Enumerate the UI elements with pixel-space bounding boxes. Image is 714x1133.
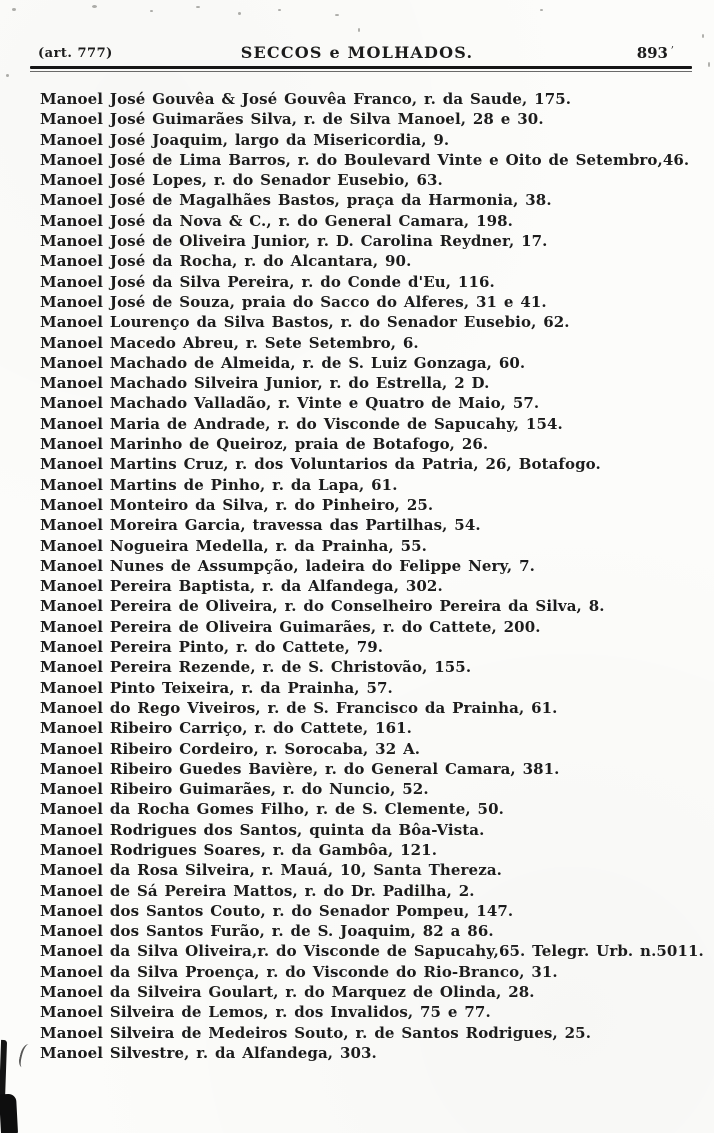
directory-entry: Manoel Pereira de Oliveira Guimarães, r. do Cattete, 200. <box>40 617 541 636</box>
directory-entry: Manoel Monteiro da Silva, r. do Pinheiro, 25. <box>40 495 434 514</box>
directory-entry: Manoel Pinto Teixeira, r. da Prainha, 57. <box>40 678 393 697</box>
directory-entry: Manoel Machado de Almeida, r. de S. Luiz Gonzaga, 60. <box>40 353 526 372</box>
directory-entry: Manoel José de Magalhães Bastos, praça da Harmonia, 38. <box>40 191 552 210</box>
scan-speck <box>196 6 200 8</box>
scan-speck <box>335 14 339 16</box>
scan-speck <box>702 34 704 38</box>
directory-entry: Manoel José Lopes, r. do Senador Eusebio, 63. <box>40 171 443 190</box>
directory-entry: Manoel Pereira Rezende, r. de S. Christovão, 155. <box>40 658 472 677</box>
directory-entry: Manoel Martins de Pinho, r. da Lapa, 61. <box>40 475 398 494</box>
directory-entry: Manoel José Guimarães Silva, r. de Silva Manoel, 28 e 30. <box>40 110 544 129</box>
directory-entry: Manoel José da Nova & C., r. do General Camara, 198. <box>40 211 513 230</box>
directory-entry: Manoel da Rocha Gomes Filho, r. de S. Clemente, 50. <box>40 800 504 819</box>
directory-entry: Manoel José de Lima Barros, r. do Boulevard Vinte e Oito de Setembro,46. <box>40 150 690 169</box>
directory-entry: Manoel Martins Cruz, r. dos Voluntarios da Patria, 26, Botafogo. <box>40 455 601 474</box>
directory-entry: Manoel da Rosa Silveira, r. Mauá, 10, Santa Thereza. <box>40 861 502 880</box>
directory-entry: Manoel Silvestre, r. da Alfandega, 303. <box>40 1043 377 1062</box>
scan-artifact-curl <box>17 1043 34 1069</box>
directory-entry: Manoel Pereira Pinto, r. do Cattete, 79. <box>40 638 384 657</box>
directory-list <box>40 89 704 1063</box>
header-rule-thin <box>30 71 692 72</box>
directory-entry: Manoel Marinho de Queiroz, praia de Botafogo, 26. <box>40 435 489 454</box>
directory-entry: Manoel Moreira Garcia, travessa das Partilhas, 54. <box>40 516 481 535</box>
scan-speck <box>358 28 360 32</box>
directory-entry: Manoel José da Silva Pereira, r. do Conde d'Eu, 116. <box>40 272 495 291</box>
directory-entry: Manoel Rodrigues dos Santos, quinta da Bôa-Vista. <box>40 820 485 839</box>
directory-entry: Manoel José da Rocha, r. do Alcantara, 90. <box>40 252 412 271</box>
scan-speck <box>278 9 281 11</box>
scan-artifact-blotch <box>0 1040 7 1102</box>
directory-entry: Manoel Machado Silveira Junior, r. do Estrella, 2 D. <box>40 374 490 393</box>
scan-speck <box>6 74 9 77</box>
directory-entry: Manoel da Silva Proença, r. do Visconde do Rio-Branco, 31. <box>40 962 558 981</box>
scan-speck <box>238 12 241 15</box>
page-title: SECCOS e MOLHADOS. <box>240 43 474 62</box>
scan-speck <box>708 62 710 67</box>
directory-entry: Manoel Silveira de Lemos, r. dos Invalidos, 75 e 77. <box>40 1003 491 1022</box>
directory-entry: Manoel Pereira de Oliveira, r. do Conselheiro Pereira da Silva, 8. <box>40 597 605 616</box>
scan-speck <box>540 9 543 11</box>
scan-artifact-blotch <box>0 1094 18 1133</box>
page-number: 893 <box>636 44 668 62</box>
directory-entry: Manoel Ribeiro Guimarães, r. do Nuncio, 52. <box>40 780 429 799</box>
directory-entry: Manoel do Rego Viveiros, r. de S. Francisco da Prainha, 61. <box>40 698 558 717</box>
scan-speck <box>150 10 153 12</box>
directory-entry: Manoel José de Souza, praia do Sacco do Alferes, 31 e 41. <box>40 292 547 311</box>
scan-speck <box>12 8 16 11</box>
directory-entry: Manoel Nogueira Medella, r. da Prainha, 55. <box>40 536 428 555</box>
directory-entry: Manoel Ribeiro Carriço, r. do Cattete, 161. <box>40 719 412 738</box>
directory-entry: Manoel Ribeiro Guedes Bavière, r. do General Camara, 381. <box>40 759 560 778</box>
directory-entry: Manoel Maria de Andrade, r. do Visconde de Sapucahy, 154. <box>40 414 563 433</box>
directory-entry: Manoel Rodrigues Soares, r. da Gambôa, 121. <box>40 840 438 859</box>
scan-speck <box>92 5 97 8</box>
directory-entry: Manoel José Gouvêa & José Gouvêa Franco, r. da Saude, 175. <box>40 90 572 108</box>
directory-entry: Manoel Macedo Abreu, r. Sete Setembro, 6. <box>40 333 419 352</box>
directory-entry: Manoel da Silveira Goulart, r. do Marquez de Olinda, 28. <box>40 983 535 1002</box>
directory-entry: Manoel José Joaquim, largo da Misericordia, 9. <box>40 130 450 149</box>
directory-entry: Manoel Ribeiro Cordeiro, r. Sorocaba, 32 A. <box>40 739 421 758</box>
article-reference: (art. 777) <box>38 46 113 61</box>
directory-entry: Manoel Pereira Baptista, r. da Alfandega, 302. <box>40 577 443 596</box>
directory-entry: Manoel Machado Valladão, r. Vinte e Quatro de Maio, 57. <box>40 394 540 413</box>
directory-entry: Manoel dos Santos Furão, r. de S. Joaquim, 82 a 86. <box>40 922 494 941</box>
directory-entry: Manoel Silveira de Medeiros Souto, r. de Santos Rodrigues, 25. <box>40 1023 592 1042</box>
directory-entry: Manoel Lourenço da Silva Bastos, r. do Senador Eusebio, 62. <box>40 313 570 332</box>
scan-artifact-tick: ’ <box>670 44 674 57</box>
directory-entry: Manoel da Silva Oliveira,r. do Visconde de Sapucahy,65. Telegr. Urb. n.5011. <box>40 942 704 961</box>
directory-entry: Manoel dos Santos Couto, r. do Senador Pompeu, 147. <box>40 901 514 920</box>
header-rule-thick <box>30 66 692 69</box>
directory-entry: Manoel Nunes de Assumpção, ladeira do Felippe Nery, 7. <box>40 556 535 575</box>
directory-entry: Manoel de Sá Pereira Mattos, r. do Dr. Padilha, 2. <box>40 881 475 900</box>
directory-entry: Manoel José de Oliveira Junior, r. D. Carolina Reydner, 17. <box>40 232 548 251</box>
